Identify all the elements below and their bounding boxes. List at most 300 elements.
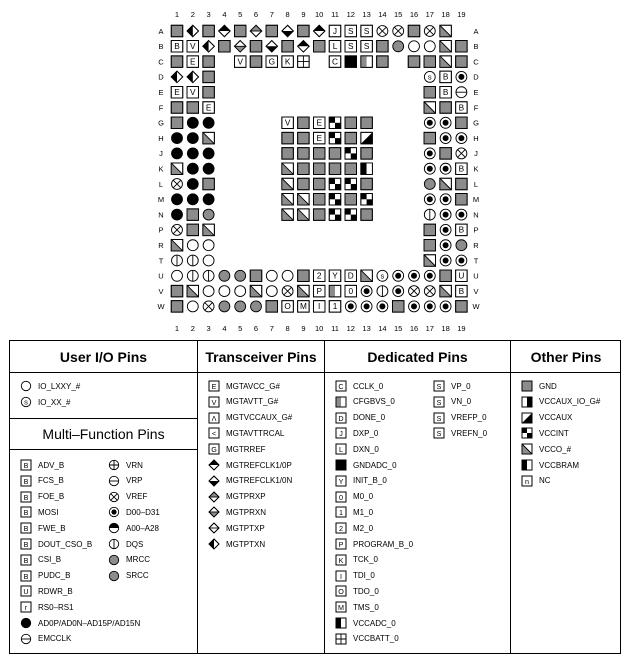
pin-H17 [424, 132, 436, 144]
pin-C18 [440, 56, 452, 68]
transceiver-header: Transceiver Pins [198, 341, 324, 373]
svg-text:E: E [211, 381, 217, 391]
pin-M3 [203, 194, 214, 205]
svg-text:B: B [23, 476, 29, 486]
svg-text:V: V [211, 397, 217, 407]
column-label: 10 [315, 10, 324, 19]
multi-function-item [108, 491, 147, 503]
pin-K18 [440, 163, 451, 174]
multi-function-item [20, 538, 92, 550]
pin-K19 [456, 163, 468, 175]
legend-label: MGTREFCLK1/0P [226, 460, 292, 470]
legend-label: MGTAVTTRCAL [226, 428, 285, 438]
transceiver-item [208, 506, 266, 518]
pin-U5 [235, 270, 246, 281]
multi-function-item [20, 633, 71, 645]
other-item [521, 475, 551, 487]
legend-symbol-icon [335, 459, 347, 471]
legend-symbol-icon [108, 522, 120, 534]
row-label: C [158, 57, 164, 67]
pin-F19 [456, 102, 468, 114]
legend-symbol-icon [20, 491, 32, 503]
legend-label: VREFP_0 [451, 413, 487, 423]
dedicated-column [325, 341, 511, 653]
svg-text:B: B [458, 225, 465, 235]
pin-M8 [282, 194, 294, 206]
pin-V19 [456, 285, 468, 297]
transceiver-item [208, 380, 280, 392]
legend-symbol-icon [335, 427, 347, 439]
pin-A18 [440, 25, 452, 37]
legend-symbol-icon [20, 554, 32, 566]
multi-function-item [20, 475, 64, 487]
legend-label: VCCADC_0 [353, 618, 396, 628]
svg-text:0: 0 [348, 286, 354, 296]
multi-function-item [20, 570, 70, 582]
pin-J17 [424, 148, 435, 159]
pin-V1 [171, 285, 183, 297]
pin-C12 [345, 56, 357, 68]
legend-label: A00–A28 [126, 523, 159, 533]
legend-label: VREF [126, 492, 148, 502]
svg-text:P: P [338, 539, 344, 549]
pin-G11 [329, 117, 341, 129]
svg-text:S: S [436, 429, 442, 439]
pin-K1 [171, 163, 183, 175]
legend-symbol-icon [335, 538, 347, 550]
legend-label: PUDC_B [38, 571, 71, 581]
legend-symbol-icon [20, 585, 32, 597]
legend-symbol-icon [335, 491, 347, 503]
row-label: K [473, 164, 479, 174]
legend-label: MGTPTXN [226, 539, 266, 549]
multi-function-item [20, 506, 58, 518]
column-label: 17 [425, 10, 434, 19]
pin-W1 [171, 301, 183, 313]
pin-N11 [329, 209, 341, 221]
row-label: U [158, 271, 164, 281]
pin-B15 [393, 41, 404, 52]
other-header: Other Pins [511, 341, 621, 373]
column-label: 15 [394, 10, 403, 19]
pin-W5 [235, 301, 246, 312]
column-label: 7 [269, 324, 274, 333]
legend-symbol-icon [108, 570, 120, 582]
other-item [521, 412, 572, 424]
pin-N1 [172, 209, 183, 220]
row-label: B [473, 42, 479, 52]
legend-label: M0_0 [353, 492, 374, 502]
pin-C8 [282, 56, 294, 68]
legend-label: VCCBRAM [539, 460, 580, 470]
pin-A2 [187, 25, 199, 37]
svg-text:B: B [442, 72, 449, 82]
legend-label: TDO_0 [353, 586, 379, 596]
svg-text:D: D [338, 413, 344, 423]
column-label: 11 [331, 10, 339, 19]
transceiver-item [208, 459, 292, 471]
row-label: E [158, 88, 164, 97]
legend-label: INIT_B_0 [353, 476, 387, 486]
svg-text:C: C [332, 57, 338, 67]
row-label: J [474, 149, 478, 159]
row-label: H [473, 133, 479, 143]
pin-N13 [361, 209, 373, 221]
pin-K13 [361, 163, 373, 175]
pin-C2 [187, 56, 199, 68]
pin-G13 [361, 117, 373, 129]
pin-L18 [440, 178, 452, 190]
multi-function-item [20, 601, 74, 613]
legend-symbol-icon [208, 443, 220, 455]
column-label: 18 [441, 10, 450, 19]
pin-J8 [282, 148, 294, 160]
pin-T19 [456, 255, 467, 266]
dedicated-item [335, 506, 373, 518]
column-label: 4 [222, 324, 227, 333]
pin-C9 [298, 56, 310, 68]
svg-text:P: P [316, 286, 322, 296]
multi-function-item [20, 522, 66, 534]
column-label: 19 [457, 324, 466, 333]
pin-A8 [282, 25, 294, 37]
pin-M12 [345, 194, 357, 206]
pin-B4 [219, 41, 231, 53]
pin-V17 [424, 286, 435, 297]
row-label: D [158, 72, 164, 82]
legend-symbol-icon [20, 396, 32, 408]
legend-label: VRP [126, 476, 143, 486]
pin-C17 [424, 56, 436, 68]
legend-label: FOE_B [38, 492, 65, 502]
column-label: 5 [238, 324, 243, 333]
column-label: 8 [285, 324, 290, 333]
legend-symbol-icon [20, 459, 32, 471]
legend-symbol-icon [20, 538, 32, 550]
transceiver-column [198, 341, 325, 653]
svg-text:E: E [316, 133, 322, 143]
row-label: N [158, 210, 164, 220]
pin-G2 [187, 117, 198, 128]
legend-symbol-icon [208, 396, 220, 408]
legend-label: MGTPRXP [226, 492, 266, 502]
pin-E2 [187, 86, 199, 98]
column-label: 4 [222, 10, 227, 19]
row-label: K [158, 164, 164, 174]
column-label: 3 [206, 10, 211, 19]
svg-text:S: S [348, 42, 354, 52]
legend-symbol-icon [335, 585, 347, 597]
legend-label: PROGRAM_B_0 [353, 539, 414, 549]
pin-W17 [424, 301, 435, 312]
pin-C6 [250, 56, 262, 68]
pin-M1 [172, 194, 183, 205]
pin-H9 [298, 132, 310, 144]
multi-function-item [108, 570, 149, 582]
row-label: M [157, 195, 165, 205]
pin-U18 [440, 270, 452, 282]
column-label: 14 [378, 324, 387, 333]
pin-M17 [424, 194, 435, 205]
user-io-item [20, 380, 80, 392]
legend-label: VCCINT [539, 428, 569, 438]
svg-text:B: B [23, 539, 29, 549]
pin-M10 [313, 194, 325, 206]
pin-A7 [266, 25, 278, 37]
pin-R19 [456, 240, 467, 251]
legend-label: MGTVCCAUX_G# [226, 413, 293, 423]
svg-text:S: S [436, 381, 442, 391]
pin-F17 [424, 102, 436, 114]
pin-A4 [219, 25, 231, 37]
legend-symbol-icon [335, 443, 347, 455]
pin-G17 [424, 117, 435, 128]
dedicated-item [335, 538, 413, 550]
legend-symbol-icon [335, 601, 347, 613]
pin-V5 [235, 286, 246, 297]
legend-symbol-icon [335, 522, 347, 534]
legend-label: M2_0 [353, 523, 374, 533]
dedicated-item [335, 443, 379, 455]
pin-V7 [266, 286, 277, 297]
legend-label: GNDADC_0 [353, 460, 397, 470]
column-label: 10 [315, 324, 324, 333]
legend-label: DXP_0 [353, 428, 379, 438]
pin-K11 [329, 163, 341, 175]
legend-label: FCS_B [38, 476, 64, 486]
pin-J10 [313, 148, 325, 160]
pin-M19 [456, 194, 468, 206]
pin-W14 [377, 301, 388, 312]
svg-text:s: s [24, 397, 28, 407]
multi-function-item [20, 554, 61, 566]
pin-W6 [251, 301, 262, 312]
row-label: P [473, 225, 479, 235]
column-label: 8 [285, 10, 290, 19]
svg-text:E: E [174, 88, 180, 97]
dedicated-item [335, 475, 387, 487]
pin-U15 [393, 270, 404, 281]
legend-symbol-icon [208, 427, 220, 439]
svg-text:U: U [458, 271, 465, 281]
pin-C13 [361, 56, 373, 68]
dedicated-item [335, 585, 379, 597]
pin-V15 [393, 286, 404, 297]
legend-label: VN_0 [451, 397, 472, 407]
legend-symbol-icon [335, 380, 347, 392]
legend-symbol-icon [521, 380, 533, 392]
pin-A16 [408, 25, 420, 37]
pin-K12 [345, 163, 357, 175]
row-label: C [473, 57, 479, 67]
svg-text:B: B [23, 523, 29, 533]
pin-B3 [203, 41, 215, 53]
svg-text:L: L [332, 42, 338, 52]
legend-symbol-icon [433, 412, 445, 424]
pin-A6 [250, 25, 262, 37]
pin-J9 [298, 148, 310, 160]
legend-symbol-icon [521, 443, 533, 455]
pin-V4 [219, 286, 230, 297]
pin-L9 [298, 178, 310, 190]
pin-H3 [203, 132, 215, 144]
legend-label: VCCAUX_IO_G# [539, 397, 601, 407]
pin-N9 [298, 209, 310, 221]
pin-K2 [187, 163, 198, 174]
column-label: 16 [409, 324, 419, 333]
legend-label: NC [539, 476, 551, 486]
pin-U6 [250, 270, 262, 282]
row-label: H [158, 133, 164, 143]
pin-W18 [440, 301, 451, 312]
row-label: T [473, 256, 479, 266]
legend-symbol-icon [108, 554, 120, 566]
pin-W3 [203, 301, 214, 312]
legend-symbol-icon [521, 475, 533, 487]
pin-A17 [424, 26, 435, 37]
row-label: G [158, 118, 164, 128]
pin-J19 [456, 148, 467, 159]
pin-E3 [203, 86, 215, 98]
legend-symbol-icon [335, 633, 347, 645]
pin-P18 [440, 224, 451, 235]
pin-U13 [361, 270, 373, 282]
pin-U12 [345, 270, 357, 282]
multi-function-item [108, 475, 142, 487]
pin-W2 [187, 301, 198, 312]
legend-symbol-icon [433, 427, 445, 439]
column-label: 11 [331, 324, 339, 333]
column-label: 12 [346, 324, 355, 333]
svg-text:K: K [284, 57, 291, 67]
legend-symbol-icon [208, 506, 220, 518]
svg-text:B: B [23, 460, 29, 470]
pin-A12 [345, 25, 357, 37]
pin-B13 [361, 41, 373, 53]
row-label: T [158, 256, 164, 266]
pin-D2 [187, 71, 199, 83]
column-label: 7 [269, 10, 274, 19]
pin-K3 [203, 163, 214, 174]
pin-M9 [298, 194, 310, 206]
pin-A13 [361, 25, 373, 37]
legend-label: MGTPTXP [226, 523, 265, 533]
dedicated-item [433, 396, 471, 408]
legend-symbol-icon [208, 522, 220, 534]
row-label: L [473, 179, 479, 189]
multi-function-item [108, 554, 150, 566]
pin-H1 [172, 133, 183, 144]
legend-label: VREFN_0 [451, 428, 488, 438]
dedicated-item [335, 570, 375, 582]
column-label: 6 [253, 10, 259, 19]
svg-text:1: 1 [339, 508, 343, 518]
svg-text:r: r [24, 602, 28, 612]
legend-symbol-icon [521, 427, 533, 439]
row-label: P [158, 225, 164, 235]
column-label: 12 [346, 10, 355, 19]
legend-symbol-icon [335, 554, 347, 566]
transceiver-item [208, 412, 292, 424]
row-label: B [158, 42, 164, 52]
legend-label: CCLK_0 [353, 381, 384, 391]
pin-B8 [282, 41, 294, 53]
transceiver-item [208, 522, 265, 534]
pin-J1 [172, 148, 183, 159]
legend-symbol-icon [335, 396, 347, 408]
row-label: F [158, 103, 164, 113]
row-label: R [473, 241, 479, 250]
pin-K8 [282, 163, 294, 175]
pin-W16 [409, 301, 420, 312]
column-label: 2 [190, 324, 195, 333]
transceiver-item [208, 491, 266, 503]
pin-N8 [282, 209, 294, 221]
pin-L12 [345, 178, 357, 190]
pin-V9 [298, 285, 310, 297]
svg-text:Y: Y [338, 476, 344, 486]
legend-label: MGTPRXN [226, 507, 266, 517]
legend-symbol-icon [208, 538, 220, 550]
column-label: 6 [253, 324, 259, 333]
pin-D19 [456, 71, 467, 82]
pin-G9 [298, 117, 310, 129]
pin-C1 [171, 56, 183, 68]
pin-A9 [298, 25, 310, 37]
svg-text:G: G [268, 57, 276, 67]
pin-B17 [424, 41, 435, 52]
legend-table [9, 340, 621, 654]
pin-H2 [187, 133, 198, 144]
pin-C11 [329, 56, 341, 68]
column-label: 2 [190, 10, 195, 19]
svg-text:V: V [237, 57, 243, 67]
pin-A15 [393, 26, 404, 37]
pin-U11 [329, 270, 341, 282]
legend-symbol-icon [433, 396, 445, 408]
pin-U8 [282, 270, 293, 281]
row-label: R [158, 241, 164, 250]
legend-label: MGTAVTT_G# [226, 397, 279, 407]
pin-N17 [424, 209, 435, 220]
pin-L11 [329, 178, 341, 190]
pin-K10 [313, 163, 325, 175]
pin-K9 [298, 163, 310, 175]
legend-label: DOUT_CSO_B [38, 539, 93, 549]
row-label: V [158, 286, 164, 296]
svg-text:M: M [299, 302, 307, 312]
legend-symbol-icon [20, 633, 32, 645]
user-io-header: User I/O Pins [10, 341, 197, 373]
transceiver-item [208, 427, 284, 439]
pin-D18 [440, 71, 452, 83]
pin-W11 [329, 301, 341, 313]
legend-label: TMS_0 [353, 602, 379, 612]
legend-label: FWE_B [38, 523, 66, 533]
svg-text:2: 2 [339, 523, 343, 533]
legend-symbol-icon [335, 475, 347, 487]
pin-W12 [345, 301, 356, 312]
pin-G3 [203, 117, 214, 128]
row-label: J [159, 149, 163, 159]
pin-T3 [203, 255, 214, 266]
legend-label: CSI_B [38, 555, 62, 565]
svg-text:K: K [338, 555, 344, 565]
legend-symbol-icon [208, 380, 220, 392]
legend-symbol-icon [521, 412, 533, 424]
pin-L10 [313, 178, 325, 190]
pin-J11 [329, 148, 341, 160]
